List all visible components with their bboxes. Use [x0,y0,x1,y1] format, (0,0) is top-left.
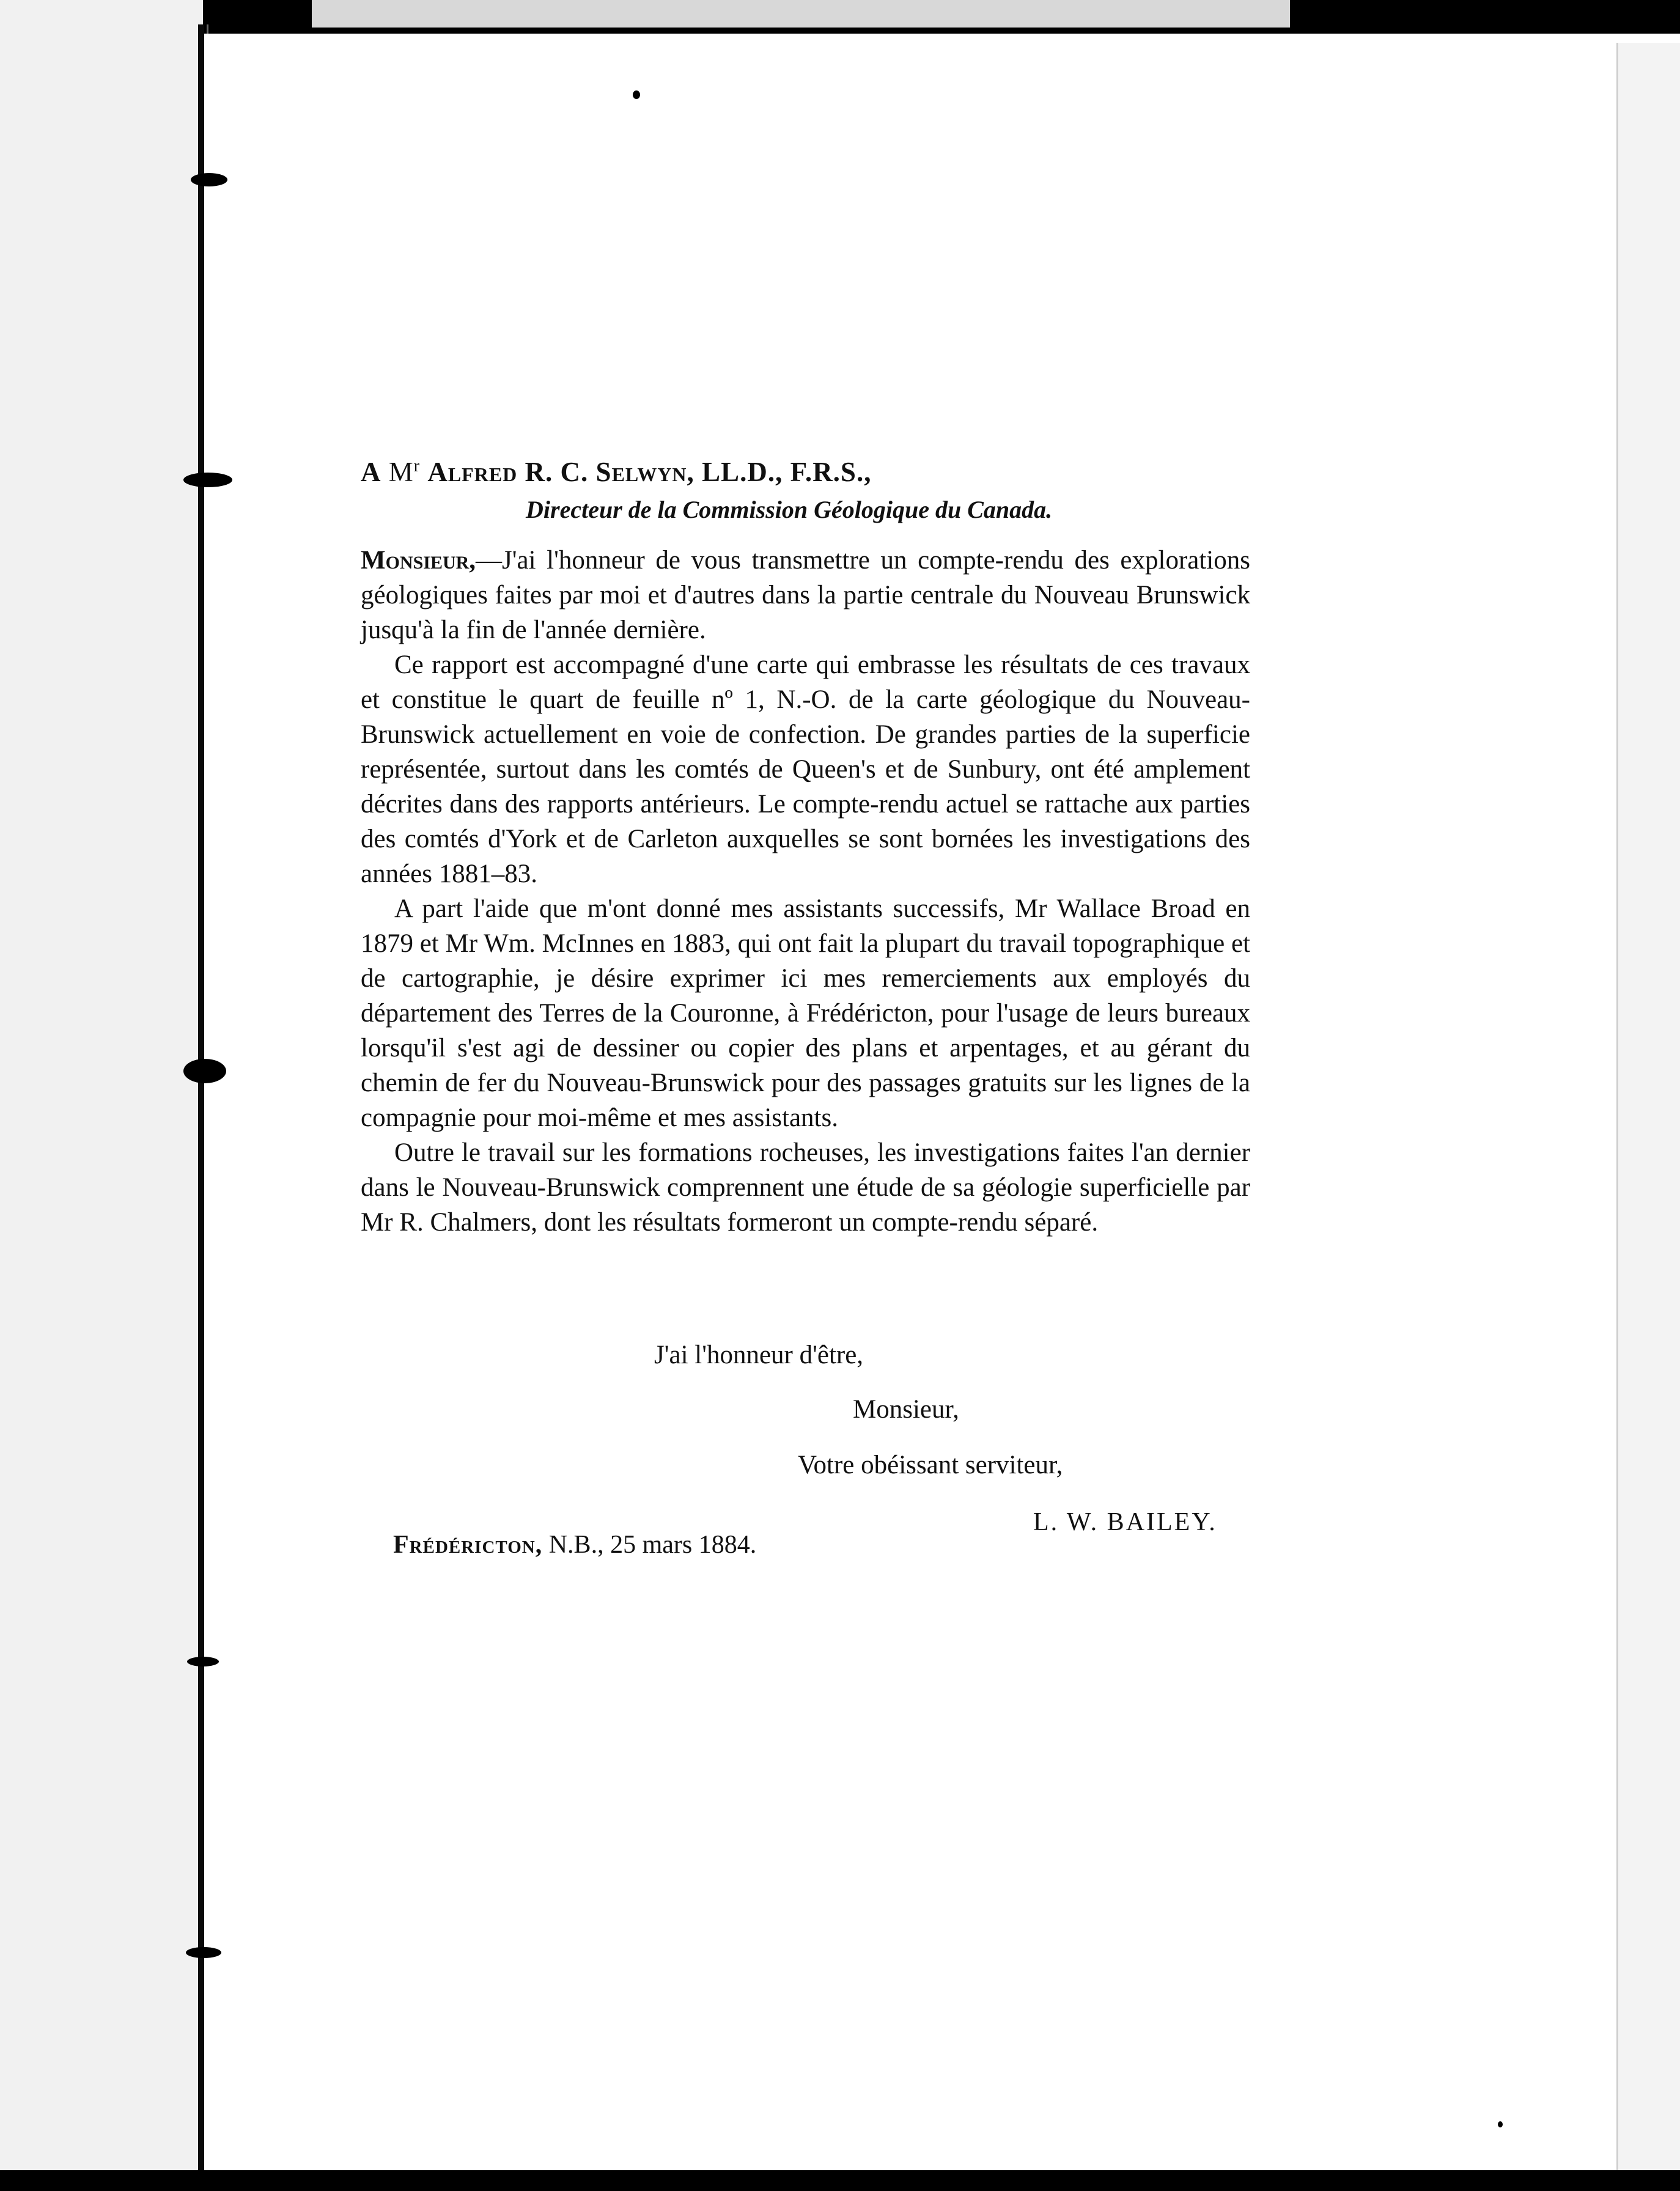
page-right-edge [1616,43,1680,2182]
scan-border-bottom [0,2170,1680,2191]
paragraph: Ce rapport est accompagné d'une carte qui embrasse les résultats de ces travaux et constitue le quart de feuille nº 1, N.-O. de la carte géologique du Nouveau-Brunswick actuellement en voie de confection. De grandes parties de la superficie représentée, surtout dans les comtés de Queen's et de Sunbury, ont été amplement décrites dans des rapports antérieurs. Le compte-rendu actuel se rattache aux parties des comtés d'York et de Carleton auxquelles se sont bornées les investigations des années 1881–83. [361,650,1250,888]
signature: L. W. BAILEY. [1033,1508,1217,1536]
recipient-honorific: $M^r$ [388,457,421,487]
binding-stitch [183,1059,226,1083]
paragraph: Monsieur,—J'ai l'honneur de vous transmettre un compte-rendu des explorations géologiques faites par moi et d'autres dans la partie centrale du Nouveau Brunswick jusqu'à la fin de l'année dernière. [361,546,1250,644]
recipient-line [361,456,871,488]
closing-line-3: Votre obéissant serviteur, [798,1451,1063,1479]
paragraph: Outre le travail sur les formations rocheuses, les investigations faites l'an dernier dans le Nouveau-Brunswick comprennent une étude de sa géologie superficielle par Mr R. Chalmers, dont les résultats formeront un compte-rendu séparé. [361,1138,1250,1237]
place-date [393,1530,756,1559]
opening-word: Monsieur, [361,546,476,575]
letter-body [361,543,1250,1240]
recipient-title: Directeur de la Commission Géologique du Canada. [526,496,1053,523]
scan-paper-edge [312,0,1290,28]
binding-edge [198,24,204,2170]
binding-stitch [183,473,232,487]
scan-speck [1498,2121,1503,2127]
letter-date: N.B., 25 mars 1884. [548,1531,757,1559]
binding-stitch [191,173,227,186]
binding-margin [0,0,203,2191]
binding-stitch [186,1947,221,1958]
place-name: Frédéricton, [393,1531,543,1559]
recipient-name: Alfred R. C. Selwyn, [427,457,694,487]
paragraph: A part l'aide que m'ont donné mes assistants successifs, Mr Wallace Broad en 1879 et Mr Wm. McInnes en 1883, qui ont fait la plupart du travail topographique et de cartographie, je désire exprimer ici mes remerciements aux employés du département des Terres de la Couronne, à Frédéricton, pour l'usage de leurs bureaux lorsqu'il s'est agi de dessiner ou copier des plans et arpentages, et au gérant du chemin de fer du Nouveau-Brunswick pour des passages gratuits sur les lignes de la compagnie pour moi-même et mes assistants. [361,894,1250,1132]
closing-line-2: Monsieur, [853,1395,959,1424]
recipient-prefix: A [361,457,381,487]
closing-line-1: J'ai l'honneur d'être, [654,1341,864,1369]
scan-speck [633,90,640,99]
recipient-credentials: LL.D., F.R.S., [702,457,872,487]
binding-stitch [187,1657,219,1666]
